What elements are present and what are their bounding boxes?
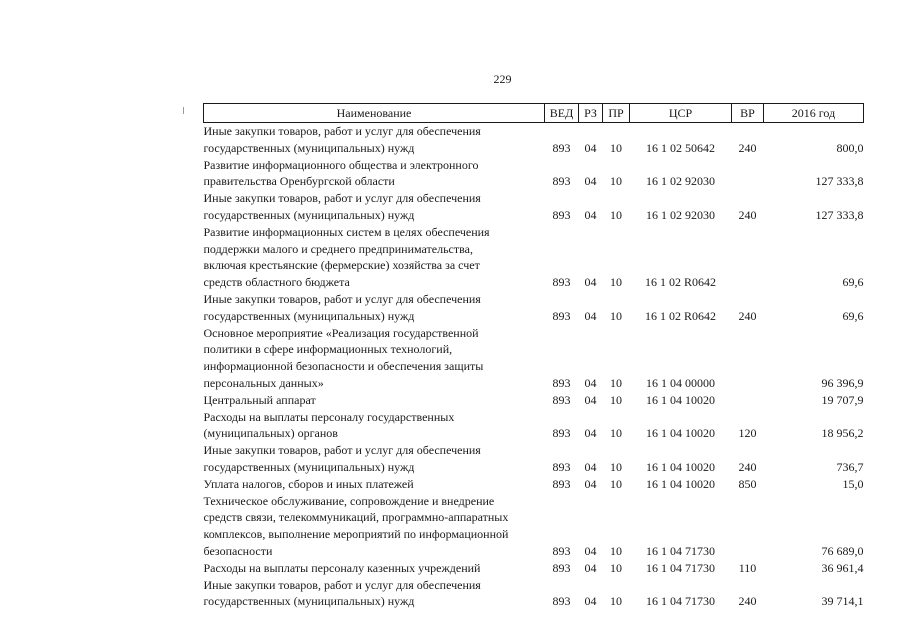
row-name-line: Уплата налогов, сборов и иных платежей xyxy=(203,476,414,491)
row-ved: 893 xyxy=(552,207,571,222)
row-rz: 04 xyxy=(584,560,597,575)
row-name-line: Иные закупки товаров, работ и услуг для обеспечения xyxy=(203,191,481,206)
row-name-line: включая крестьянские (фермерские) хозяйства за счет xyxy=(203,258,480,273)
table-row xyxy=(204,224,864,291)
row-csr: 16 1 04 71730 xyxy=(646,560,715,575)
table-row xyxy=(204,442,864,476)
table-body xyxy=(204,123,864,611)
row-amount: 127 333,8 xyxy=(815,174,864,189)
row-pr: 10 xyxy=(610,476,622,491)
row-name-line: Иные закупки товаров, работ и услуг для обеспечения xyxy=(203,577,481,592)
table-row xyxy=(204,392,864,409)
row-amount: 18 956,2 xyxy=(821,426,864,441)
table-row xyxy=(204,190,864,224)
table-row xyxy=(204,157,864,191)
row-pr: 10 xyxy=(610,174,622,189)
row-pr: 10 xyxy=(610,207,622,222)
row-name-line: Центральный аппарат xyxy=(203,392,316,407)
row-name xyxy=(204,190,545,224)
row-csr: 16 1 02 92030 xyxy=(646,207,715,222)
row-name xyxy=(204,157,545,191)
row-name-line: безопасности xyxy=(203,543,273,558)
row-name xyxy=(204,442,545,476)
row-name-line: Иные закупки товаров, работ и услуг для обеспечения xyxy=(203,291,481,306)
row-ved: 893 xyxy=(552,174,571,189)
row-name-line: информационной безопасности и обеспечения защиты xyxy=(203,359,484,374)
column-header-csr: ЦСР xyxy=(630,104,732,123)
row-name-line: государственных (муниципальных) нужд xyxy=(203,594,415,609)
row-name-line: государственных (муниципальных) нужд xyxy=(203,459,415,474)
row-csr: 16 1 04 71730 xyxy=(646,543,715,558)
row-name-line: Иные закупки товаров, работ и услуг для обеспечения xyxy=(203,443,481,458)
row-rz: 04 xyxy=(584,426,597,441)
row-pr: 10 xyxy=(610,308,622,323)
row-csr: 16 1 02 92030 xyxy=(646,174,715,189)
row-pr: 10 xyxy=(610,543,622,558)
row-amount: 736,7 xyxy=(836,459,864,474)
row-rz: 04 xyxy=(584,275,597,290)
row-pr: 10 xyxy=(610,140,622,155)
row-vr: 110 xyxy=(738,560,757,575)
row-amount: 76 689,0 xyxy=(821,543,864,558)
table-row xyxy=(204,123,864,157)
row-pr: 10 xyxy=(610,392,622,407)
row-name-line: государственных (муниципальных) нужд xyxy=(203,308,415,323)
table-row xyxy=(204,325,864,392)
row-name-line: государственных (муниципальных) нужд xyxy=(203,140,415,155)
row-ved: 893 xyxy=(552,459,571,474)
row-name xyxy=(204,476,545,493)
row-amount: 69,6 xyxy=(842,275,864,290)
row-amount: 127 333,8 xyxy=(815,207,864,222)
row-pr: 10 xyxy=(610,375,622,390)
row-vr xyxy=(732,157,764,191)
row-vr xyxy=(732,493,764,560)
row-vr: 240 xyxy=(738,594,757,609)
row-csr: 16 1 02 R0642 xyxy=(644,308,716,323)
row-ved: 893 xyxy=(552,392,571,407)
row-name xyxy=(204,493,545,560)
row-csr: 16 1 04 10020 xyxy=(646,426,715,441)
row-csr: 16 1 04 10020 xyxy=(646,392,715,407)
row-name xyxy=(204,560,545,577)
row-ved: 893 xyxy=(552,594,571,609)
row-name-line: Развитие информационного общества и электронного xyxy=(203,157,479,172)
column-header-vr: ВР xyxy=(732,104,764,123)
row-rz: 04 xyxy=(584,594,597,609)
page-number: 229 xyxy=(493,72,512,86)
row-ved: 893 xyxy=(552,308,571,323)
row-vr: 120 xyxy=(738,426,757,441)
row-csr: 16 1 02 50642 xyxy=(646,140,715,155)
row-amount: 69,6 xyxy=(842,308,864,323)
row-rz: 04 xyxy=(584,459,597,474)
row-csr: 16 1 04 10020 xyxy=(646,459,715,474)
row-amount: 15,0 xyxy=(842,476,864,491)
row-vr: 850 xyxy=(738,476,757,491)
row-name xyxy=(204,392,545,409)
row-rz: 04 xyxy=(584,174,597,189)
row-ved: 893 xyxy=(552,375,571,390)
table-row xyxy=(204,560,864,577)
header-row xyxy=(204,104,864,123)
row-name-line: комплексов, выполнение мероприятий по информационной xyxy=(203,527,509,542)
margin-mark xyxy=(183,107,184,114)
row-rz: 04 xyxy=(584,543,597,558)
table-header xyxy=(204,104,864,123)
row-name-line: государственных (муниципальных) нужд xyxy=(203,207,415,222)
row-amount: 19 707,9 xyxy=(821,392,864,407)
column-header-year: 2016 год xyxy=(764,104,864,123)
row-name-line: Развитие информационных систем в целях обеспечения xyxy=(203,224,490,239)
row-name-line: Расходы на выплаты персоналу государственных xyxy=(203,409,455,424)
row-csr: 16 1 02 R0642 xyxy=(644,275,716,290)
row-amount: 36 961,4 xyxy=(821,560,864,575)
row-pr: 10 xyxy=(610,594,622,609)
row-pr: 10 xyxy=(610,560,622,575)
table-row xyxy=(204,291,864,325)
row-name xyxy=(204,291,545,325)
row-name-line: правительства Оренбургской области xyxy=(203,174,395,189)
row-name-line: Иные закупки товаров, работ и услуг для обеспечения xyxy=(203,124,481,138)
column-header-name: Наименование xyxy=(204,104,545,123)
row-rz: 04 xyxy=(584,392,597,407)
row-name-line: (муниципальных) органов xyxy=(203,426,338,441)
table-row xyxy=(204,409,864,443)
row-name xyxy=(204,577,545,611)
row-ved: 893 xyxy=(552,543,571,558)
column-header-pr: ПР xyxy=(603,104,630,123)
row-vr: 240 xyxy=(738,308,757,323)
row-csr: 16 1 04 00000 xyxy=(646,375,715,390)
row-name-line: Основное мероприятие «Реализация государственной xyxy=(203,325,479,340)
row-amount: 96 396,9 xyxy=(821,375,864,390)
row-name xyxy=(204,123,545,157)
row-pr: 10 xyxy=(610,275,622,290)
budget-table xyxy=(203,103,864,610)
row-name-line: политики в сфере информационных технологий, xyxy=(203,342,453,357)
row-amount: 800,0 xyxy=(836,140,864,155)
row-name xyxy=(204,325,545,392)
row-ved: 893 xyxy=(552,476,571,491)
row-rz: 04 xyxy=(584,375,597,390)
row-csr: 16 1 04 10020 xyxy=(646,476,715,491)
row-vr: 240 xyxy=(738,459,757,474)
row-rz: 04 xyxy=(584,476,597,491)
row-ved: 893 xyxy=(552,560,571,575)
row-vr: 240 xyxy=(738,207,757,222)
row-rz: 04 xyxy=(584,207,597,222)
row-csr: 16 1 04 71730 xyxy=(646,594,715,609)
row-name-line: средств связи, телекоммуникаций, программно-аппаратных xyxy=(203,510,509,525)
row-pr: 10 xyxy=(610,426,622,441)
column-header-rz: РЗ xyxy=(579,104,603,123)
row-name-line: поддержки малого и среднего предпринимательства, xyxy=(203,241,473,256)
table-row xyxy=(204,577,864,611)
row-vr xyxy=(732,325,764,392)
row-vr xyxy=(732,224,764,291)
row-name-line: Техническое обслуживание, сопровождение и внедрение xyxy=(203,493,495,508)
column-header-ved: ВЕД xyxy=(545,104,579,123)
table-row xyxy=(204,493,864,560)
row-vr xyxy=(732,392,764,409)
row-ved: 893 xyxy=(552,275,571,290)
row-name-line: персональных данных» xyxy=(203,375,324,390)
row-rz: 04 xyxy=(584,308,597,323)
row-name xyxy=(204,409,545,443)
row-name xyxy=(204,224,545,291)
row-pr: 10 xyxy=(610,459,622,474)
row-name-line: Расходы на выплаты персоналу казенных учреждений xyxy=(203,560,481,575)
row-ved: 893 xyxy=(552,426,571,441)
table-row xyxy=(204,476,864,493)
row-rz: 04 xyxy=(584,140,597,155)
row-ved: 893 xyxy=(552,140,571,155)
row-vr: 240 xyxy=(738,140,757,155)
row-amount: 39 714,1 xyxy=(821,594,864,609)
row-name-line: средств областного бюджета xyxy=(203,275,350,290)
